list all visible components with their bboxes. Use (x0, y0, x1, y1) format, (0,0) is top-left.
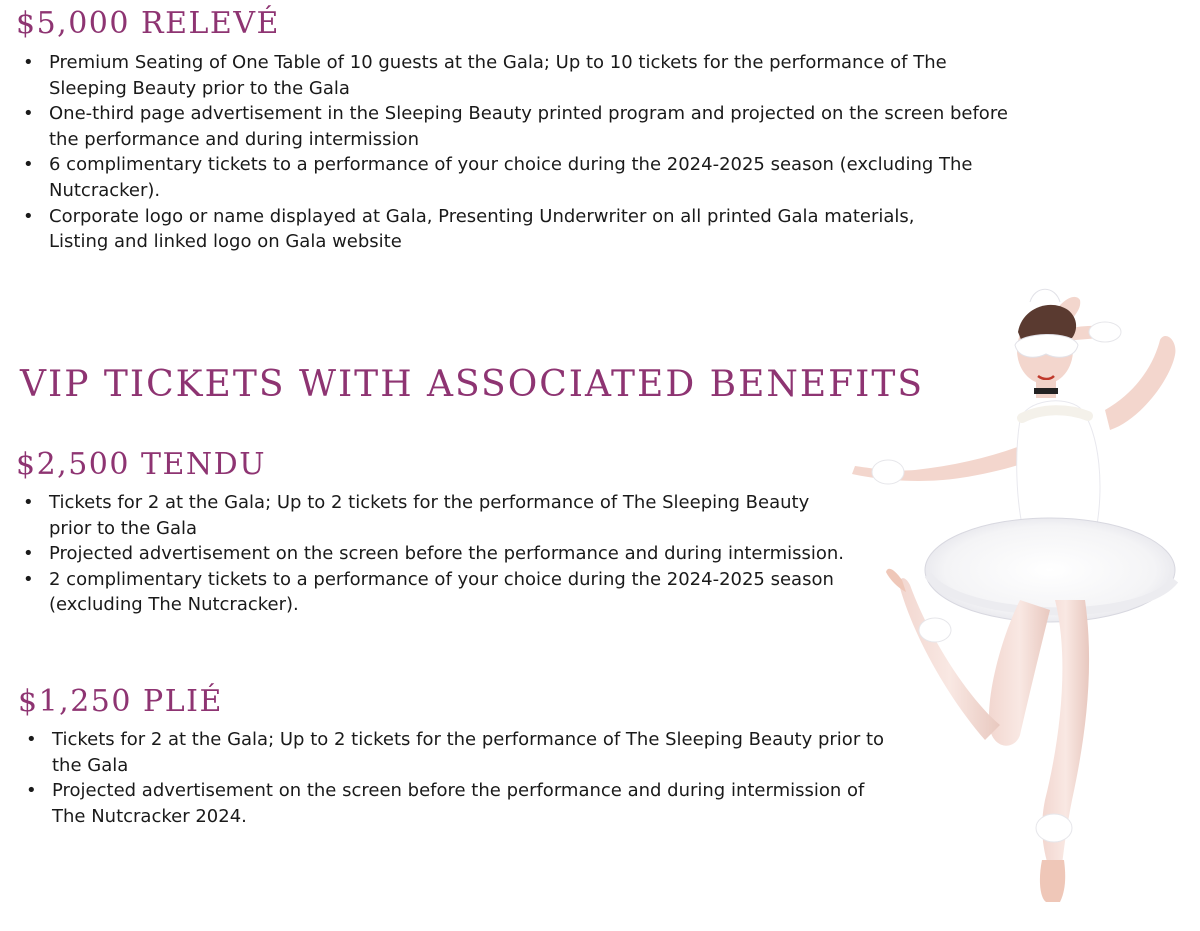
vip-section-title: VIP TICKETS WITH ASSOCIATED BENEFITS (20, 364, 925, 405)
plie-benefit-list (18, 727, 884, 829)
ballerina-image (810, 280, 1200, 920)
list-item: • 6 complimentary tickets to a performance of your choice during the 2024-2025 season (excluding The Nutcracker). (15, 152, 1008, 203)
list-item: • Tickets for 2 at the Gala; Up to 2 tickets for the performance of The Sleeping Beauty prior to the Gala (15, 490, 844, 541)
list-item: • Premium Seating of One Table of 10 guests at the Gala; Up to 10 tickets for the performance of The Sleeping Beauty prior to the Gala (15, 50, 1008, 101)
list-item: • 2 complimentary tickets to a performance of your choice during the 2024-2025 season (excluding The Nutcracker). (15, 567, 844, 618)
list-item: • Tickets for 2 at the Gala; Up to 2 tickets for the performance of The Sleeping Beauty prior to the Gala (18, 727, 884, 778)
releve-tier-title: $5,000 RELEVÉ (16, 6, 280, 41)
list-item: • One-third page advertisement in the Sleeping Beauty printed program and projected on the screen before the performance and during intermission (15, 101, 1008, 152)
tendu-tier-title: $2,500 TENDU (16, 447, 267, 482)
releve-benefit-list (15, 50, 1008, 255)
list-item: • Corporate logo or name displayed at Gala, Presenting Underwriter on all printed Gala materials, Listing and linked logo on Gala website (15, 204, 1008, 255)
list-item: • Projected advertisement on the screen before the performance and during intermission. (15, 541, 844, 567)
plie-tier-title: $1,250 PLIÉ (18, 684, 223, 719)
tendu-benefit-list (15, 490, 844, 618)
list-item: • Projected advertisement on the screen before the performance and during intermission of The Nutcracker 2024. (18, 778, 884, 829)
